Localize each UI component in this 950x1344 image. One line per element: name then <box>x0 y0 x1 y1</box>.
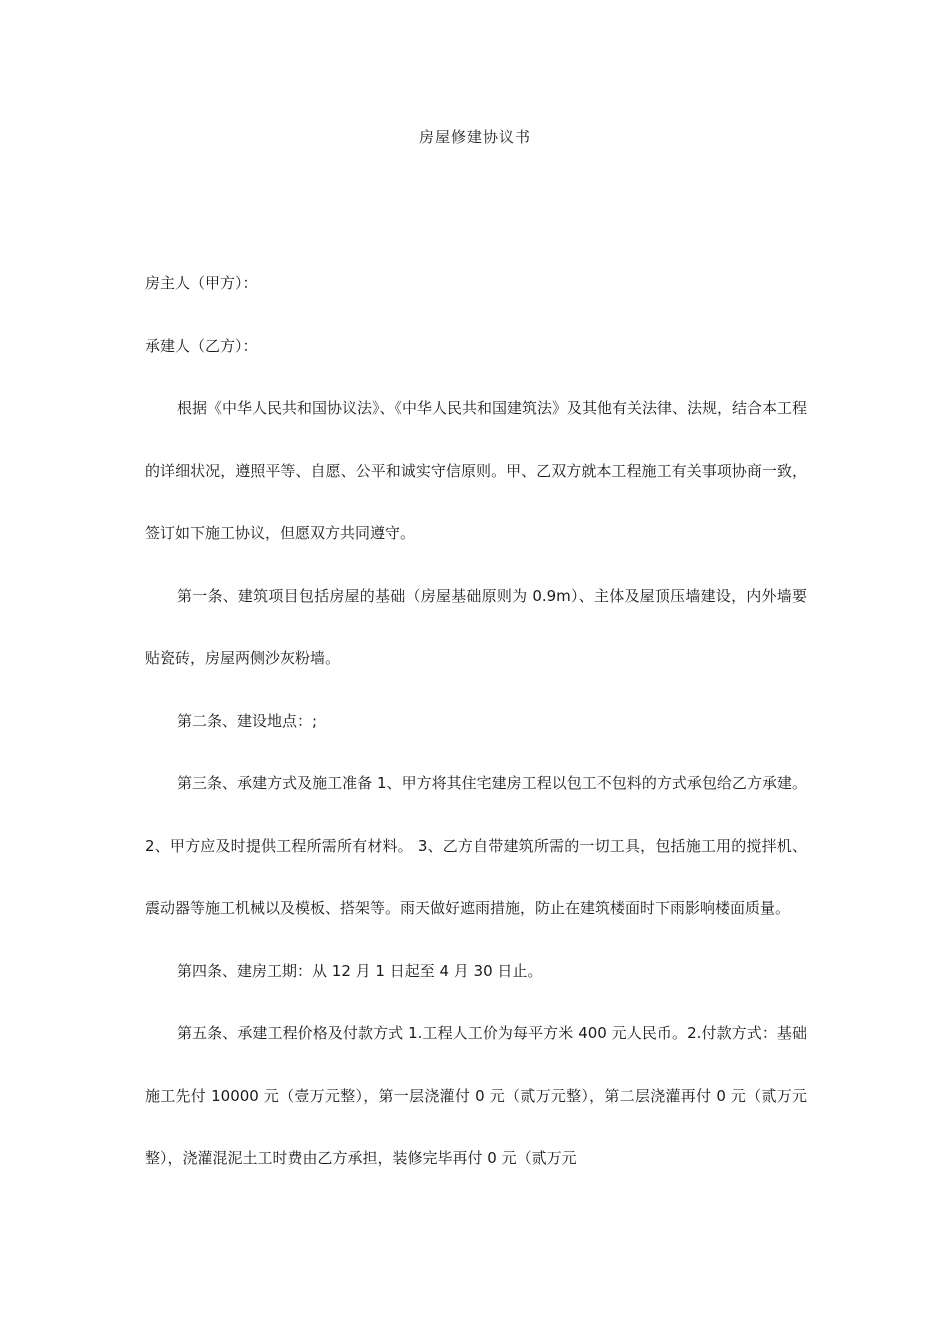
paragraph-article-5: 第五条、承建工程价格及付款方式 1.工程人工价为每平方米 400 元人民币。2.付款方式：基础施工先付 10000 元（壹万元整），第一层浇灌付 0 元（贰万元整），第二层浇灌再付 0 元（贰万元整），浇灌混泥土工时费由乙方承担，装修完毕再付 0 元（贰万元 <box>145 1024 807 1167</box>
builder-line: 承建人（乙方）： <box>145 336 258 355</box>
document-title: 房屋修建协议书 <box>418 128 531 146</box>
document-body <box>145 252 807 1190</box>
paragraph-article-1: 第一条、建筑项目包括房屋的基础（房屋基础原则为 0.9m）、主体及屋顶压墙建设，内外墙要贴瓷砖，房屋两侧沙灰粉墙。 <box>145 586 807 667</box>
owner-line: 房主人（甲方）： <box>145 274 258 292</box>
paragraph-article-4: 第四条、建房工期：从 12 月 1 日起至 4 月 30 日止。 <box>177 961 543 980</box>
paragraph-preamble: 根据《中华人民共和国协议法》、《中华人民共和国建筑法》及其他有关法律、法规，结合本工程的详细状况，遵照平等、自愿、公平和诚实守信原则。甲、乙双方就本工程施工有关事项协商一致，签订如下施工协议，但愿双方共同遵守。 <box>145 399 808 542</box>
paragraph-article-3: 第三条、承建方式及施工准备 1、甲方将其住宅建房工程以包工不包料的方式承包给乙方承建。 2、甲方应及时提供工程所需所有材料。 3、乙方自带建筑所需的一切工具，包括施工用的搅拌机、震动器等施工机械以及模板、搭架等。雨天做好遮雨措施，防止在建筑楼面时下雨影响楼面质量。 <box>145 774 807 917</box>
paragraph-article-2: 第二条、建设地点：; <box>177 711 318 730</box>
